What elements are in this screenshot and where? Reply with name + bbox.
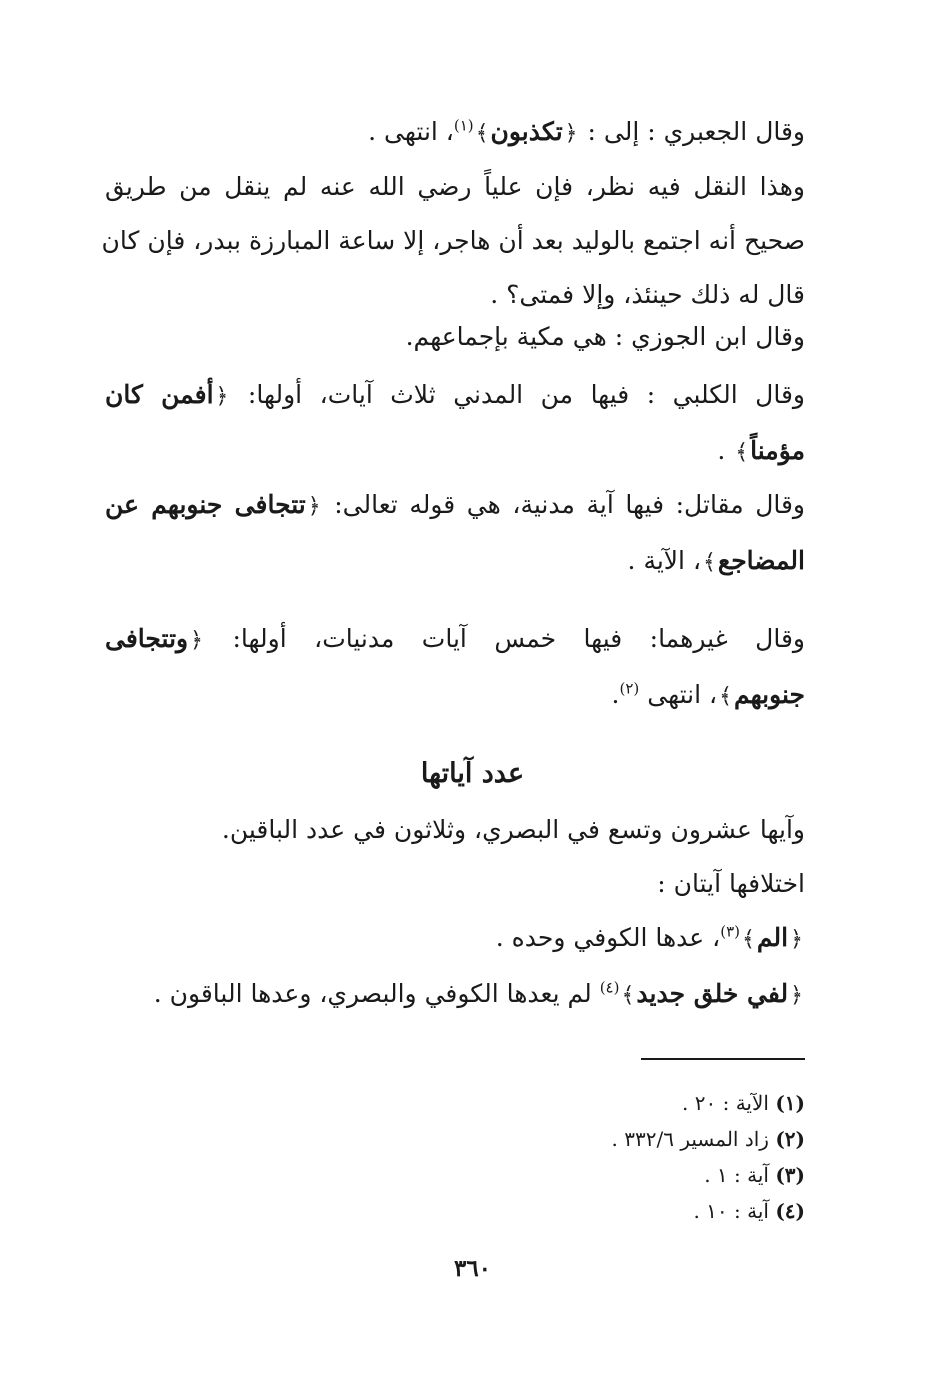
text-line: مؤمناً﴾ .	[717, 436, 805, 465]
paragraph-critique	[101, 160, 805, 322]
ornate-bracket-close: ﴾	[735, 440, 749, 465]
ornate-bracket-open: ﴿	[790, 983, 803, 1008]
ornate-bracket-open: ﴿	[790, 927, 803, 952]
paragraph-muqatil	[105, 478, 805, 590]
footnote	[693, 1194, 805, 1228]
paragraph-kalbi	[105, 368, 805, 480]
footnote	[704, 1158, 805, 1192]
footnote-separator	[641, 1058, 805, 1060]
quran-quote: وتتجافى	[105, 624, 189, 653]
text-line: قال له ذلك حينئذ، وإلا فمتى؟ .	[490, 280, 805, 309]
section-heading: عدد آياتها	[420, 758, 525, 789]
quran-quote: جنوبهم	[733, 680, 805, 709]
page-number: ٣٦٠	[453, 1255, 492, 1282]
ornate-bracket-open: ﴿	[307, 494, 321, 519]
ornate-bracket-close: ﴾	[475, 121, 489, 146]
footnote	[612, 1122, 805, 1156]
text-line: وقال مقاتل: فيها آية مدنية، هي قوله تعالى: ﴿تتجافى جنوبهم عن	[105, 490, 805, 519]
footnote-number: (٣)	[775, 1163, 805, 1187]
text-line: وقال الكلبي : فيها من المدني ثلاث آيات، أولها: ﴿أفمن كان	[105, 380, 805, 409]
footnote-number: (٤)	[775, 1199, 805, 1223]
footnote-text: الآية : ٢٠ .	[682, 1091, 776, 1115]
ornate-bracket-open: ﴿	[190, 628, 204, 653]
text-line: صحيح أنه اجتمع بالوليد بعد أن هاجر، إلا ساعة المبارزة ببدر، فإن كان	[101, 226, 805, 255]
section-body	[105, 803, 805, 1023]
footnote-text: آية : ١٠ .	[693, 1199, 776, 1223]
quran-quote: أفمن كان	[105, 380, 214, 409]
text-line: وهذا النقل فيه نظر، فإن علياً رضي الله عنه لم ينقل من طريق	[105, 172, 805, 201]
text-line: المضاجع﴾، الآية .	[627, 546, 805, 575]
footnote-text: زاد المسير ٣٣٢/٦ .	[611, 1127, 776, 1151]
text-line: وقال ابن الجوزي : هي مكية بإجماعهم.	[405, 322, 805, 351]
text-line: ﴿لفي خلق جديد﴾$^{(٤)}$ لم يعدها الكوفي والبصري، وعدها الباقون .	[153, 978, 803, 1008]
quran-quote: المضاجع	[717, 546, 805, 575]
footnote-number: (٢)	[775, 1127, 805, 1151]
text-line: وآيها عشرون وتسع في البصري، وثلاثون في عدد الباقين.	[221, 815, 805, 844]
ornate-bracket-close: ﴾	[719, 684, 732, 709]
text-line: اختلافها آيتان :	[657, 869, 805, 898]
footnote-text: آية : ١ .	[704, 1163, 776, 1187]
paragraph-jabari	[105, 105, 805, 161]
footnote-number: (١)	[775, 1091, 805, 1115]
footnote-ref: (٤)	[599, 978, 620, 997]
ornate-bracket-close: ﴾	[703, 550, 716, 575]
text-line: وقال الجعبري : إلى : ﴿تكذبون﴾$^{(١)}$، انتهى .	[368, 116, 805, 146]
ornate-bracket-close: ﴾	[742, 927, 755, 952]
paragraph-others	[105, 612, 805, 724]
paragraph-ibn-jawzi	[105, 310, 805, 364]
footnote-ref: (١)	[453, 116, 474, 135]
footnote-ref: (٣)	[720, 922, 741, 941]
quran-quote: تتجافى جنوبهم عن	[105, 490, 306, 519]
text-line: ﴿الم﴾$^{(٣)}$، عدها الكوفي وحده .	[495, 922, 803, 952]
text-line: وقال غيرهما: فيها خمس آيات مدنيات، أولها: ﴿وتتجافى	[105, 624, 805, 653]
quran-quote: مؤمناً	[750, 436, 805, 465]
quran-quote: الم	[756, 923, 789, 952]
ornate-bracket-open: ﴿	[215, 384, 229, 409]
footnote	[682, 1086, 805, 1120]
ornate-bracket-open: ﴿	[564, 121, 578, 146]
text-line: جنوبهم﴾، انتهى $^{(٢)}$.	[611, 679, 805, 709]
ornate-bracket-close: ﴾	[621, 983, 635, 1008]
footnote-ref: (٢)	[619, 679, 640, 698]
quran-quote: تكذبون	[490, 117, 563, 146]
quran-quote: لفي خلق جديد	[636, 979, 789, 1008]
